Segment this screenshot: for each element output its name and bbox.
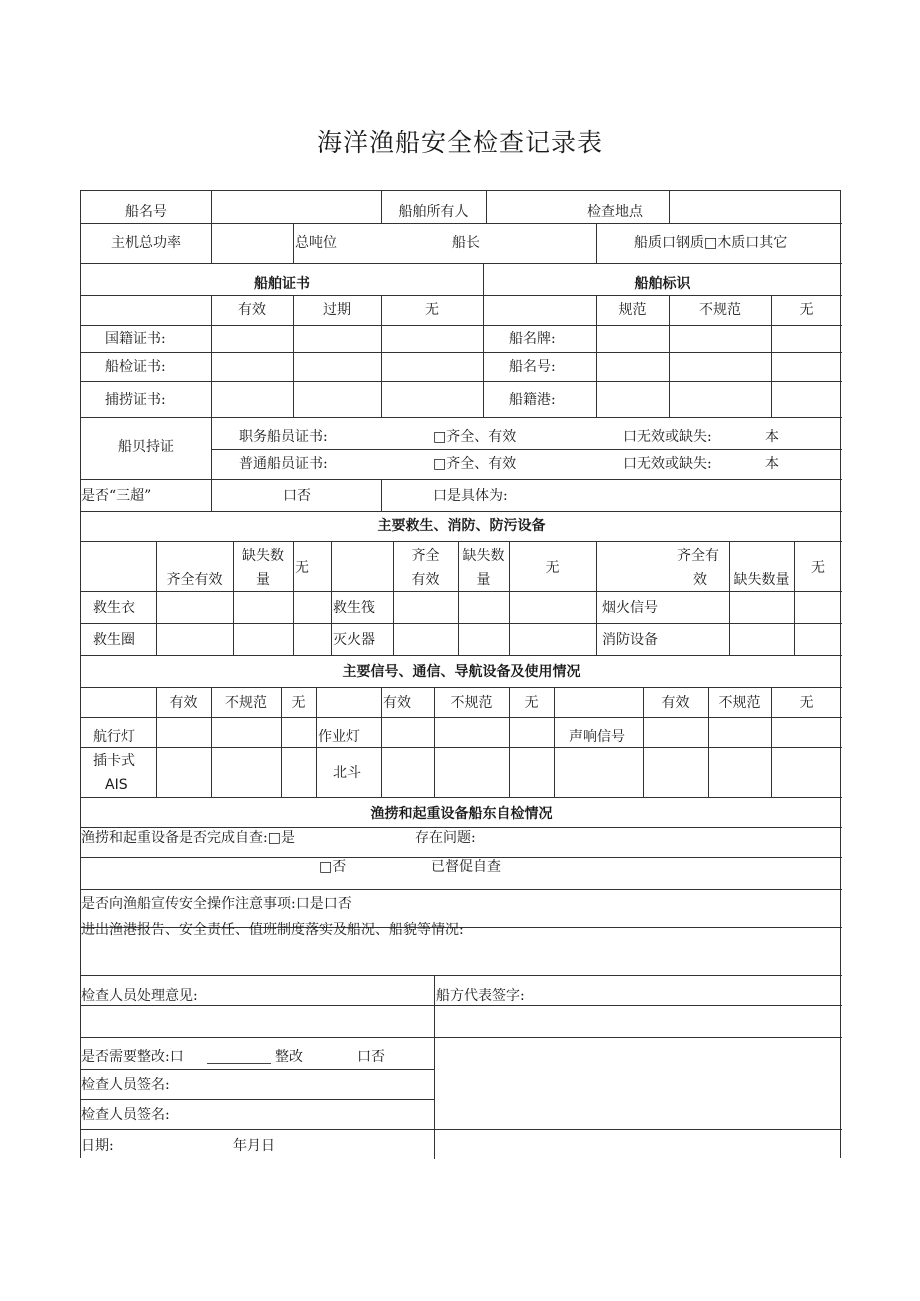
rescue-g2-missing-b: 量 — [476, 572, 491, 588]
signal-c-nonstandard: 不规范 — [718, 695, 761, 711]
super-yes: 口是具体为: — [433, 488, 508, 504]
port-report-label: 进出渔港报告、安全责任、值班制度落实及船况、船貌等情况: — [81, 922, 464, 938]
signal-header: 主要信号、通信、导航设备及使用情况 — [342, 664, 581, 680]
rescue-liferaft: 救生筏 — [333, 600, 375, 616]
fishing-issue: 存在问题: — [415, 830, 476, 846]
rescue-g2-complete-b: 有效 — [411, 572, 440, 588]
signal-card-a: 插卡式 — [93, 753, 135, 769]
super-label: 是否“三超” — [81, 488, 152, 504]
tonnage-label: 总吨位 — [295, 235, 337, 251]
rescue-lifebuoy: 救生圈 — [93, 632, 135, 648]
rescue-extinguisher: 灭火器 — [333, 632, 375, 648]
rectify-blank — [207, 1063, 271, 1064]
signal-c-valid: 有效 — [661, 695, 690, 711]
signal-card-b: AIS — [105, 777, 128, 793]
rescue-g2-complete-a: 齐全 — [411, 548, 440, 564]
fishing-header: 渔捞和起重设备船东自检情况 — [370, 806, 553, 822]
rescue-header: 主要救生、消防、防污设备 — [377, 518, 546, 534]
ship-no-label: 船名号 — [125, 204, 167, 220]
signal-c-none: 无 — [799, 695, 814, 711]
fishing-urged: 已督促自查 — [431, 859, 501, 875]
rescue-g1-complete: 齐全有效 — [166, 572, 223, 588]
rectify-label: 是否需要整改:口 — [81, 1049, 184, 1065]
rectify-no: 口否 — [357, 1049, 385, 1065]
opinion-label: 检查人员处理意见: — [81, 988, 198, 1004]
cert-row-inspection: 船检证书: — [105, 359, 166, 375]
date-label: 日期: — [81, 1138, 114, 1154]
signal-b-valid: 有效 — [383, 695, 411, 711]
mark-col-standard: 规范 — [618, 302, 647, 318]
captain-label: 船长 — [452, 235, 480, 251]
publicity-question: 是否向渔船宣传安全操作注意事项:口是口否 — [81, 896, 352, 912]
signal-a-none: 无 — [291, 695, 306, 711]
place-label: 检查地点 — [587, 204, 643, 220]
crew-duty-ok: □齐全、有效 — [433, 429, 517, 445]
signal-b-none: 无 — [524, 695, 539, 711]
signal-worklight: 作业灯 — [318, 729, 360, 745]
rescue-g3-none: 无 — [811, 560, 825, 576]
crew-duty-bad: 口无效或缺失: — [623, 429, 712, 445]
rescue-flare: 烟火信号 — [602, 600, 658, 616]
crew-duty-unit: 本 — [765, 429, 779, 445]
rescue-g3-missing: 缺失数量 — [733, 572, 790, 588]
crew-general-ok: □齐全、有效 — [433, 456, 517, 472]
owner-label: 船舶所有人 — [398, 204, 469, 220]
signal-a-valid: 有效 — [169, 695, 198, 711]
cert-col-valid: 有效 — [238, 302, 266, 318]
signal-navlight: 航行灯 — [93, 729, 135, 745]
rescue-g3-complete-b: 效 — [693, 572, 707, 588]
signal-b-nonstandard: 不规范 — [450, 695, 493, 711]
rescue-g1-missing-b: 量 — [256, 572, 270, 588]
rescue-firefighting: 消防设备 — [602, 632, 658, 648]
rescue-g2-missing-a: 缺失数 — [462, 548, 505, 564]
crew-general-unit: 本 — [765, 456, 779, 472]
cert-row-fishing: 捕捞证书: — [105, 392, 166, 408]
certs-header: 船舶证书 — [254, 276, 310, 292]
super-no: 口否 — [283, 488, 311, 504]
mark-row-shipno: 船名号: — [509, 359, 556, 375]
mark-col-nonstandard: 不规范 — [699, 302, 741, 318]
cert-col-expired: 过期 — [323, 302, 351, 318]
mark-col-none: 无 — [799, 302, 814, 318]
crew-label: 船贝持证 — [118, 439, 174, 455]
date-ymd: 年月日 — [233, 1138, 275, 1154]
cert-row-nationality: 国籍证书: — [105, 331, 166, 347]
marks-header: 船舶标识 — [634, 276, 691, 292]
cert-col-none: 无 — [425, 302, 439, 318]
signal-sound: 声响信号 — [569, 729, 625, 745]
mark-row-nameplate: 船名牌: — [509, 331, 556, 347]
rescue-g1-none: 无 — [295, 560, 309, 576]
material-label: 船质口钢质□木质口其它 — [634, 235, 788, 251]
rescue-lifejacket: 救生衣 — [93, 600, 135, 616]
inspector-sign-1: 检查人员签名: — [81, 1077, 170, 1093]
rescue-g1-missing-a: 缺失数 — [242, 548, 284, 564]
inspection-form — [80, 190, 841, 1158]
page-title: 海洋渔船安全检查记录表 — [316, 128, 603, 157]
crew-duty-label: 职务船员证书: — [239, 429, 328, 445]
inspector-sign-2: 检查人员签名: — [81, 1107, 170, 1123]
rescue-g3-complete-a: 齐全有 — [677, 548, 719, 564]
rep-sign-label: 船方代表签字: — [436, 988, 525, 1004]
fishing-question: 渔捞和起重设备是否完成自查:□是 — [81, 830, 295, 846]
rescue-g2-none: 无 — [545, 560, 560, 576]
fishing-no: □否 — [319, 859, 347, 875]
crew-general-bad: 口无效或缺失: — [623, 456, 712, 472]
power-label: 主机总功率 — [111, 235, 181, 251]
signal-a-nonstandard: 不规范 — [225, 695, 267, 711]
mark-row-port: 船籍港: — [509, 392, 556, 408]
rectify-yes: 整改 — [275, 1049, 303, 1065]
crew-general-label: 普通船员证书: — [239, 456, 328, 472]
signal-beidou: 北斗 — [333, 765, 361, 781]
